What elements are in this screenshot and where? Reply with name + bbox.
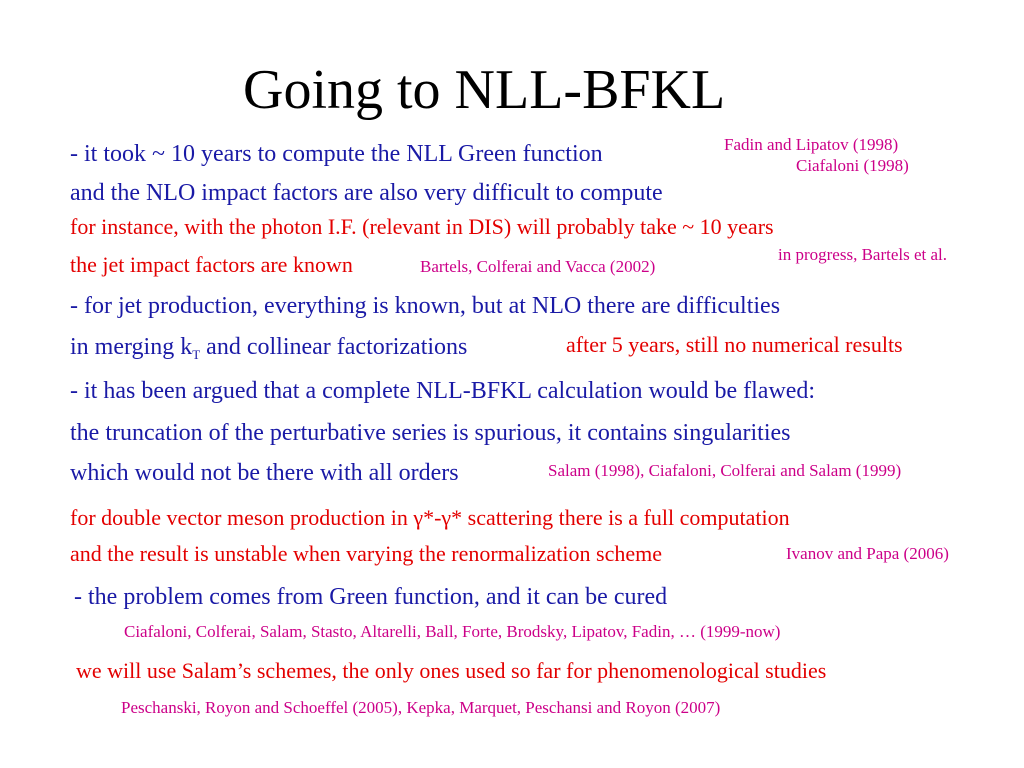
text-line-truncation: the truncation of the perturbative series is spurious, it contains singularities <box>70 420 791 446</box>
text-line-jet-production: - for jet production, everything is known, but at NLO there are difficulties <box>70 293 781 319</box>
text-line-nll-green: - it took ~ 10 years to compute the NLL Green function <box>70 141 603 167</box>
text-line-problem-green: - the problem comes from Green function, and it can be cured <box>74 584 668 610</box>
note-no-numerical-results: after 5 years, still no numerical results <box>566 332 903 357</box>
text-line-nlo-impact: and the NLO impact factors are also very difficult to compute <box>70 180 663 206</box>
slide-title: Going to NLL-BFKL <box>243 59 726 121</box>
text-line-merging-kt <box>70 334 468 362</box>
citation-fadin-lipatov: Fadin and Lipatov (1998) <box>724 135 899 154</box>
text-line-jet-if: the jet impact factors are known <box>70 252 353 277</box>
text-line-flawed: - it has been argued that a complete NLL-BFKL calculation would be flawed: <box>70 378 816 404</box>
citation-peschanski-royon: Peschanski, Royon and Schoeffel (2005), Kepka, Marquet, Peschansi and Royon (2007) <box>121 698 721 717</box>
text-line-photon-if: for instance, with the photon I.F. (relevant in DIS) will probably take ~ 10 years <box>70 214 774 239</box>
text-line-salam-schemes: we will use Salam’s schemes, the only ones used so far for phenomenological studies <box>76 658 827 683</box>
citation-salam-ciafaloni: Salam (1998), Ciafaloni, Colferai and Salam (1999) <box>548 461 902 480</box>
citation-bartels-progress: in progress, Bartels et al. <box>778 245 948 264</box>
factorizations-text: and collinear factorizations <box>200 334 468 360</box>
text-line-double-vector-meson: for double vector meson production in γ*-γ* scattering there is a full computation <box>70 505 790 530</box>
merging-text: in merging k <box>70 334 193 360</box>
text-line-unstable: and the result is unstable when varying the renormalization scheme <box>70 541 662 566</box>
text-line-all-orders: which would not be there with all orders <box>70 460 459 486</box>
citation-ivanov-papa: Ivanov and Papa (2006) <box>786 544 949 563</box>
citation-bartels-colferai-vacca: Bartels, Colferai and Vacca (2002) <box>420 257 656 276</box>
citation-list-1999-now: Ciafaloni, Colferai, Salam, Stasto, Altarelli, Ball, Forte, Brodsky, Lipatov, Fadin, … (1999-now) <box>124 622 781 641</box>
citation-ciafaloni: Ciafaloni (1998) <box>796 156 909 175</box>
kt-subscript: T <box>192 347 201 362</box>
